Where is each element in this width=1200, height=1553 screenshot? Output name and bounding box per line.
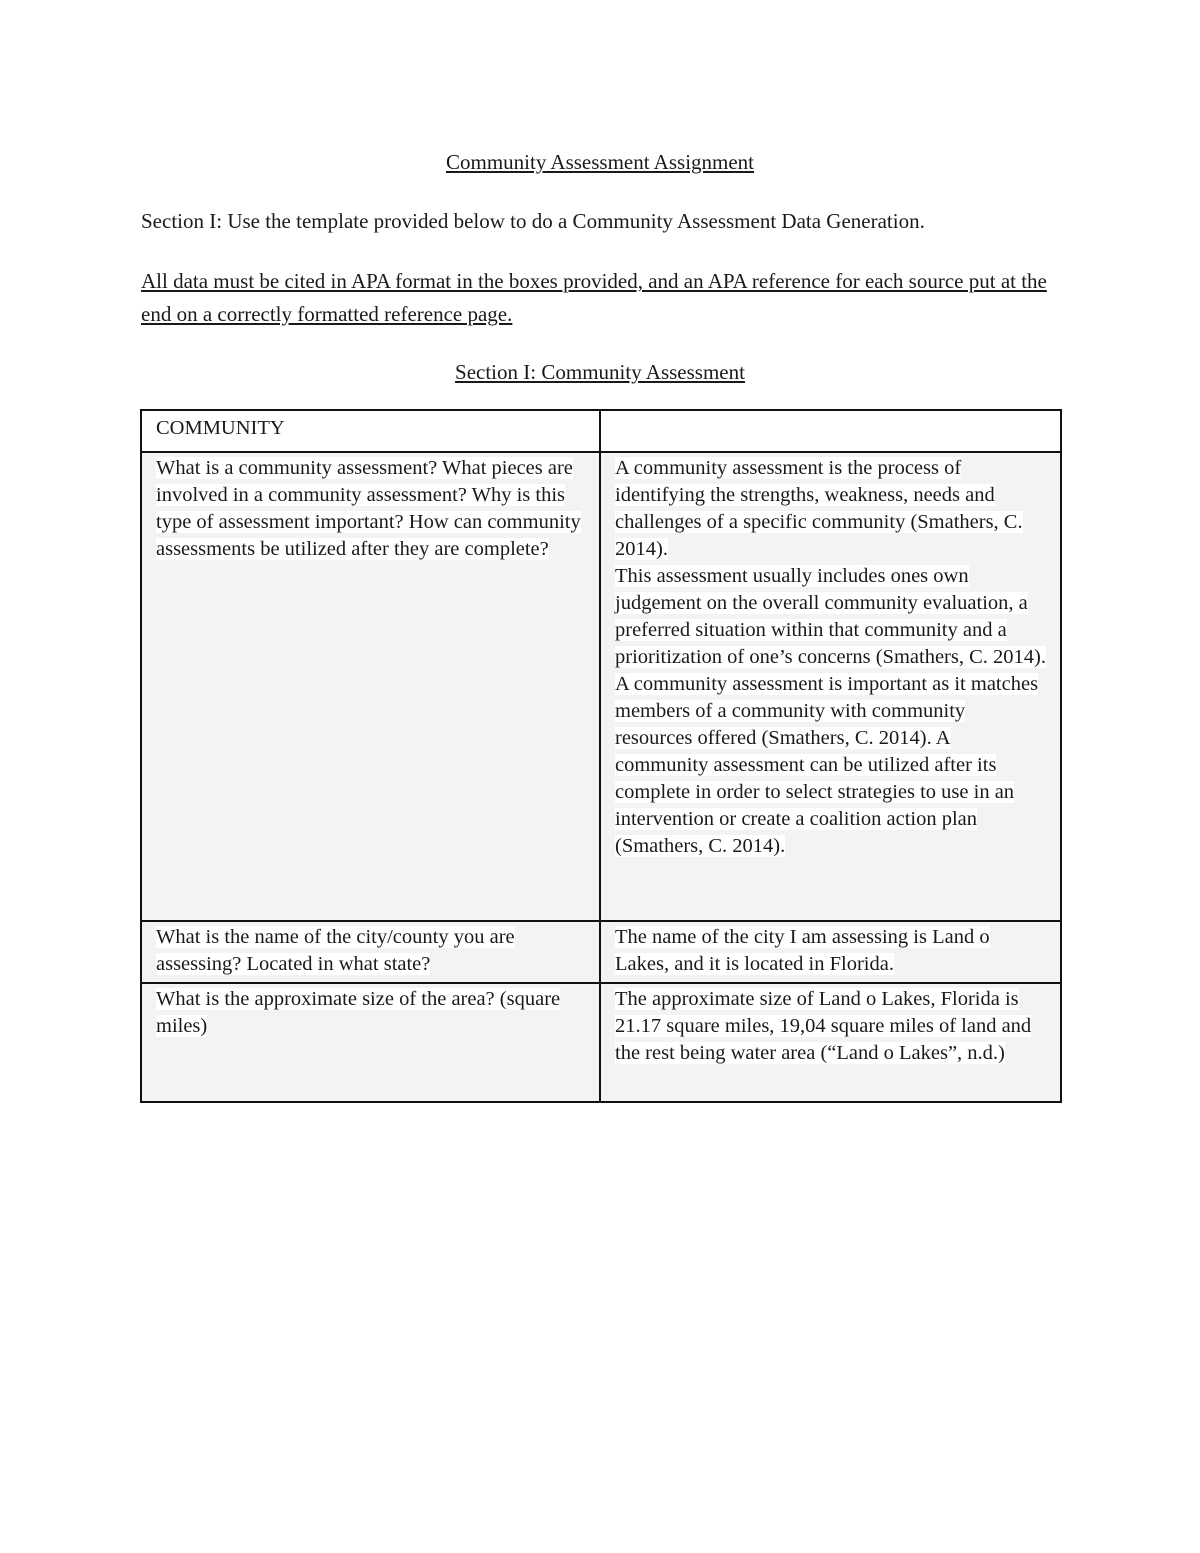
table-row bbox=[141, 983, 1061, 1102]
citation-instructions: All data must be cited in APA format in the boxes provided, and an APA reference for each source put at the end on a correctly formatted reference page. bbox=[141, 269, 1047, 326]
document-title: Community Assessment Assignment bbox=[445, 150, 755, 174]
table-row bbox=[141, 921, 1061, 983]
community-assessment-table bbox=[140, 409, 1062, 1103]
answer-text: This assessment usually includes ones own judgement on the overall community evaluation, a preferred situation within that community and a prioritization of one’s concerns (Smathers, C. 2014). A community assessment is important as it matches members of a community with community resources offered (Smathers, C. 2014). A community assessment can be utilized after its complete in order to select strategies to use in an intervention or create a coalition action plan (Smathers, C. 2014). bbox=[615, 565, 1046, 857]
answer-cell[interactable] bbox=[600, 921, 1061, 983]
question-text: What is a community assessment? What pieces are involved in a community assessment? Why is this type of assessment important? How can community assessments be utilized after they are complete? bbox=[156, 457, 581, 560]
table-row bbox=[141, 452, 1061, 921]
header-value-cell[interactable] bbox=[600, 410, 1061, 452]
question-cell bbox=[141, 983, 600, 1102]
answer-text: The approximate size of Land o Lakes, Florida is 21.17 square miles, 19,04 square miles of land and the rest being water area (“Land o Lakes”, n.d.) bbox=[615, 988, 1032, 1064]
answer-text: The name of the city I am assessing is Land o Lakes, and it is located in Florida. bbox=[615, 926, 990, 975]
section-intro-text: Section I: Use the template provided below to do a Community Assessment Data Generation. bbox=[141, 209, 925, 233]
question-text: What is the name of the city/county you are assessing? Located in what state? bbox=[156, 926, 515, 975]
question-cell bbox=[141, 921, 600, 983]
table-header-row bbox=[141, 410, 1061, 452]
answer-text: A community assessment is the process of identifying the strengths, weakness, needs and challenges of a specific community (Smathers, C. 2014). bbox=[615, 457, 1023, 560]
question-cell bbox=[141, 452, 600, 921]
section-heading: Section I: Community Assessment bbox=[455, 360, 745, 384]
answer-cell[interactable] bbox=[600, 452, 1061, 921]
header-label-cell bbox=[141, 410, 600, 452]
question-text: What is the approximate size of the area? (square miles) bbox=[156, 988, 561, 1037]
answer-cell[interactable] bbox=[600, 983, 1061, 1102]
header-label: COMMUNITY bbox=[156, 417, 285, 439]
